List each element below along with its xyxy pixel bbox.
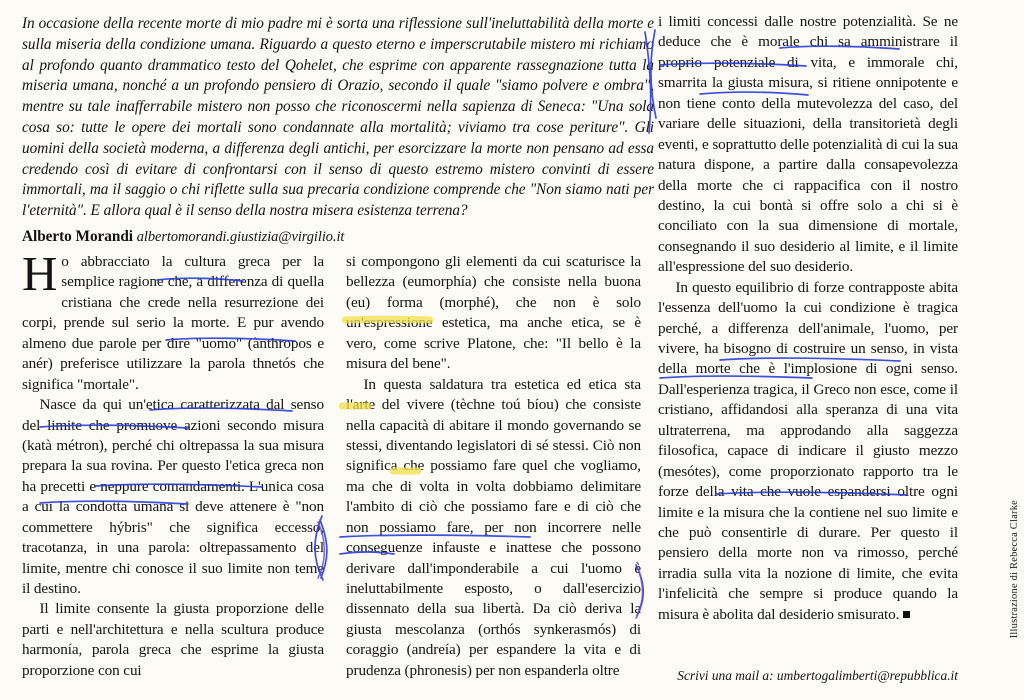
article-intro xyxy=(22,14,654,248)
intro-text: In occasione della recente morte di mio padre mi è sorta una riflessione sull'ineluttabilità della morte e sulla miseria della condizione umana. Riguardo a questo eterno e imperscrutabile mistero mi richiamo al profondo quanto drammatico testo del Qohelet, che esprime con apparente rassegnazione tutta la miseria umana, nonché a un profondo pensiero di Orazio, secondo il quale "siamo polvere e ombra", mentre su tale inafferrabile mistero non posso che riconoscermi nella sapienza di Seneca: "Una sola cosa so: tutte le opere dei mortali sono condannate alla mortalità; viviamo tra cose periture". Gli uomini della società moderna, a differenza degli antichi, per esorcizzare la morte non pensano ad essa credendo così di evitare di confrontarsi con il senso di questo estremo mistero convinti di essere immortali, ma il saggio o chi riflette sulla sua precaria condizione comprende che "Non siamo nati per l'eternità". E allora qual è il senso della nostra misera esistenza terrena? xyxy=(22,15,654,220)
drop-cap: H xyxy=(22,246,58,301)
byline xyxy=(22,227,654,248)
col2-paragraph-2: In questa saldatura tra estetica ed etica sta l'arte del vivere (tèchne toú bíou) che consiste nella capacità di abitare il mondo governando se stessi, diventando legislatori di sé stessi. Ciò non significa che possiamo fare quel che vogliamo, ma che di volta in volta dobbiamo delimitare l'ambito di ciò che possiamo fare e di ciò che non possiamo fare, per non incorrere nelle conseguenze infauste e inattese che possono derivare dall'imponderabile a cui l'uomo è ineluttabilmente esposto, o dall'esercizio dissennato della sua libertà. Da ciò deriva la giusta mescolanza (orthós synkerasmós) di coraggio (andreía) per espandere la vita e di prudenza (phronesis) per non espanderla oltre xyxy=(346,375,641,679)
contact-note: Scrivi una mail a: umbertogalimberti@repubblica.it xyxy=(677,668,958,683)
end-mark xyxy=(903,611,910,618)
byline-author: Alberto Morandi xyxy=(22,227,133,245)
column-3 xyxy=(658,12,958,625)
byline-email: albertomorandi.giustizia@virgilio.it xyxy=(136,228,345,245)
column-1 xyxy=(22,246,324,681)
col3-paragraph-1: i limiti concessi dalle nostre potenzialità. Se ne deduce che è morale chi sa amministrare il proprio potenziale di vita, e immorale chi, smarrita la giusta misura, si ritiene onnipotente e non tiene conto della mutevolezza del caso, del variare delle situazioni, della transitorietà degli eventi, e soprattutto delle potenzialità di cui la sua natura dispone, a partire dalla consapevolezza della morte che ci rappacifica con il nostro destino, la cui bontà si offre solo a chi si è conciliato con la sua dimensione di mortale, consegnando il suo desiderio al limite, e il limite all'espressione del suo desiderio. xyxy=(658,13,958,276)
col1-paragraph-2: Nasce da qui un'etica caratterizzata dal senso del limite che promuove azioni secondo misura (katà métron), perché chi oltrepassa la sua misura prepara la sua rovina. Per questo l'etica greca non ha precetti e neppure comandamenti. L'unica cosa a cui la condotta umana si deve attenere è "non commettere hýbris" che significa eccesso, tracotanza, in una parola: oltrepassamento del limite, mentre chi conosce il suo limite non teme il destino. xyxy=(22,396,324,597)
col1-p1-text: o abbracciato la cultura greca per la semplice ragione che, a differenza di quella cristiana che crede nella resurrezione dei corpi, prende sul serio la morte. E pur avendo almeno due parole per dire "uomo" (ànthropos e anér) preferisce utilizzare la parola thnetós che significa "mortale". xyxy=(22,253,324,393)
col3-paragraph-2 xyxy=(658,278,958,625)
col2-paragraph-1: si compongono gli elementi da cui scaturisce la bellezza (eumorphía) che consiste nella buona (eu) forma (morphé), che non è solo un'espressione estetica, ma anche etica, se è vero, come scrive Platone, che: "Il bello è la misura del bene". xyxy=(346,253,641,373)
illustration-credit: Illustrazione di Rebecca Clarke xyxy=(1009,500,1020,639)
column-2 xyxy=(346,252,641,681)
col1-paragraph-3: Il limite consente la giusta proporzione delle parti e nell'architettura e nella scultura produce harmonía, parola greca che esprime la giusta proporzione con cui xyxy=(22,600,324,679)
col1-paragraph-1 xyxy=(22,246,324,395)
col3-p2-text: In questo equilibrio di forze contrapposte abita l'essenza dell'uomo la cui condizione è tragica perché, a differenza dell'animale, l'uomo, per vivere, ha bisogno di costruire un senso, in vista della morte che è l'implosione di ogni senso. Dall'esperienza tragica, il Greco non esce, come il cristiano, affidandosi alla speranza di una vita ultraterrena, ma approdando alla saggezza filosofica, capace di indicare il giusto mezzo (mesótes), come proporzionato rapporto tra le forze della vita che vuole espandersi oltre ogni limite e la misura che la contiene nel suo limite e che può consentirle di durare. Per questo il pensiero della morte non va rimosso, perché irradia sulla vita la nozione di limite, che evita l'infelicità che sempre si produce quando la misura è abolita dal desiderio smisurato. xyxy=(658,278,958,623)
